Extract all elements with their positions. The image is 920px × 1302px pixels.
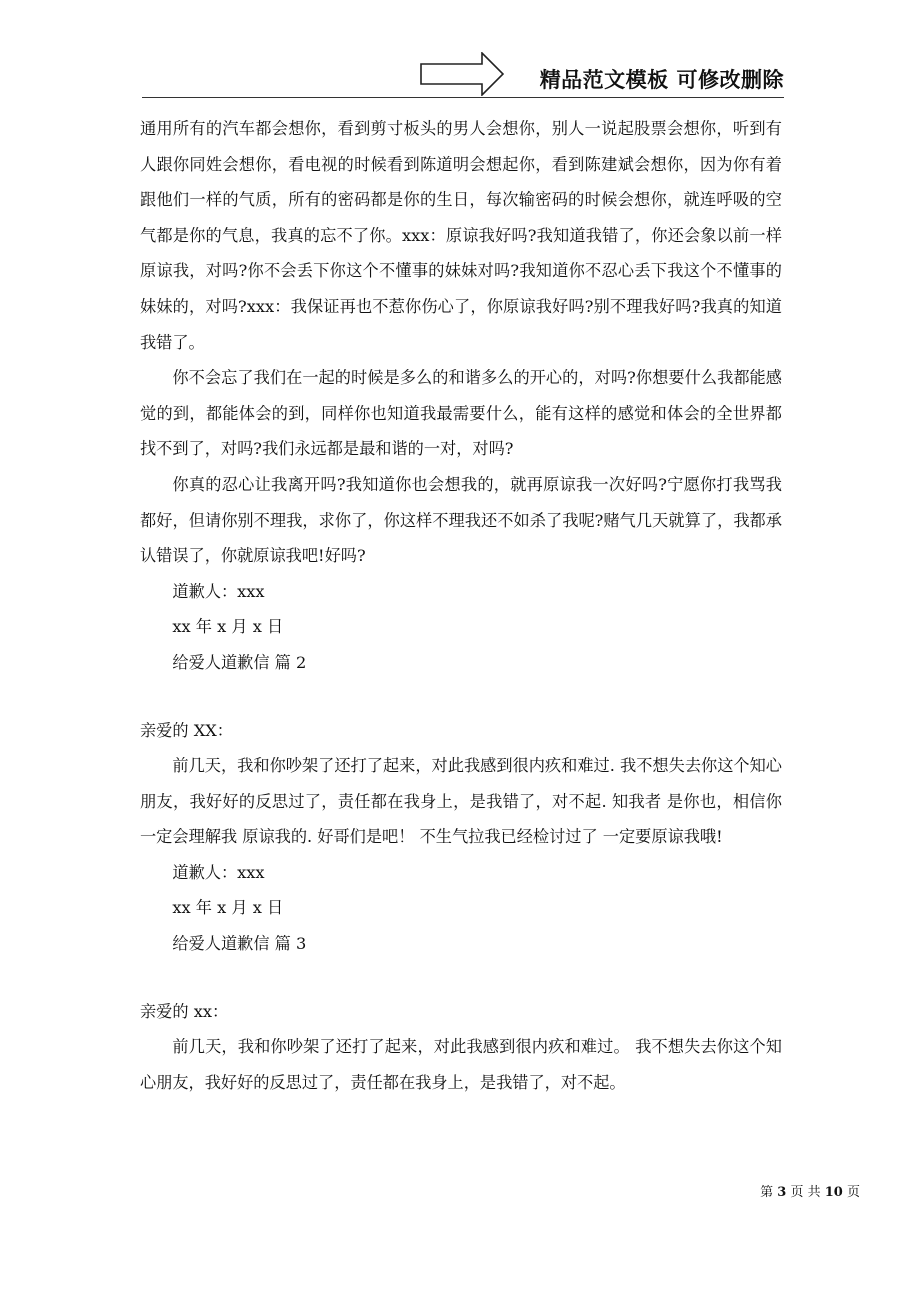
paragraph: 前几天，我和你吵架了还打了起来，对此我感到很内疚和难过. 我不想失去你这个知心朋友，我好好的反思过了，责任都在我身上，是我错了，对不起. 知我者 是你也，相信你一定会理解我 原谅我的. 好哥们是吧！ 不生气拉我已经检讨过了 一定要原谅我哦! <box>140 756 782 847</box>
salutation: 亲爱的 xx： <box>140 1001 229 1021</box>
document-body <box>140 111 782 1100</box>
paragraph: 前几天，我和你吵架了还打了起来，对此我感到很内疚和难过。 我不想失去你这个知心朋友，我好好的反思过了，责任都在我身上，是我错了，对不起。 <box>140 1037 782 1092</box>
paragraph: 你真的忍心让我离开吗?我知道你也会想我的，就再原谅我一次好吗?宁愿你打我骂我都好，但请你别不理我，求你了，你这样不理我还不如杀了我呢?赌气几天就算了，我都承认错误了，你就原谅我吧!好吗? <box>140 474 782 566</box>
header-divider <box>142 97 784 98</box>
salutation: 亲爱的 XX： <box>140 720 233 740</box>
paragraph: 你不会忘了我们在一起的时候是多么的和谐多么的开心的，对吗?你想要什么我都能感觉的到，都能体会的到，同样你也知道我最需要什么，能有这样的感觉和体会的全世界都找不到了，对吗?我们永远都是最和谐的一对，对吗? <box>140 368 782 459</box>
footer-suffix: 页 <box>846 1185 860 1200</box>
spacer <box>140 962 782 994</box>
spacer <box>140 681 782 713</box>
date-line: xx 年 x 月 x 日 <box>172 898 284 918</box>
section-heading: 给爱人道歉信 篇 3 <box>172 934 307 954</box>
signature-line: 道歉人：xxx <box>172 862 265 882</box>
footer-middle: 页 共 <box>790 1185 821 1200</box>
signature-line: 道歉人：xxx <box>172 581 265 601</box>
paragraph: 通用所有的汽车都会想你，看到剪寸板头的男人会想你，别人一说起股票会想你，听到有人跟你同姓会想你，看电视的时候看到陈道明会想起你，看到陈建斌会想你，因为你有着跟他们一样的气质，所有的密码都是你的生日，每次输密码的时候会想你，就连呼吸的空气都是你的气息，我真的忘不了你。xxx：原谅我好吗?我知道我错了，你还会象以前一样原谅我，对吗?你不会丢下你这个不懂事的妹妹对吗?我知道你不忍心丢下我这个不懂事的妹妹的，对吗?xxx：我保证再也不惹你伤心了，你原谅我好吗?别不理我好吗?我真的知道我错了。 <box>140 119 782 352</box>
arrow-icon <box>420 52 504 96</box>
page-number: 3 <box>777 1185 787 1200</box>
page-footer <box>760 1181 860 1200</box>
header-title: 精品范文模板 可修改删除 <box>539 68 784 92</box>
footer-prefix: 第 <box>760 1185 774 1200</box>
page-total: 10 <box>824 1185 843 1200</box>
section-heading: 给爱人道歉信 篇 2 <box>172 652 307 672</box>
date-line: xx 年 x 月 x 日 <box>172 617 284 637</box>
